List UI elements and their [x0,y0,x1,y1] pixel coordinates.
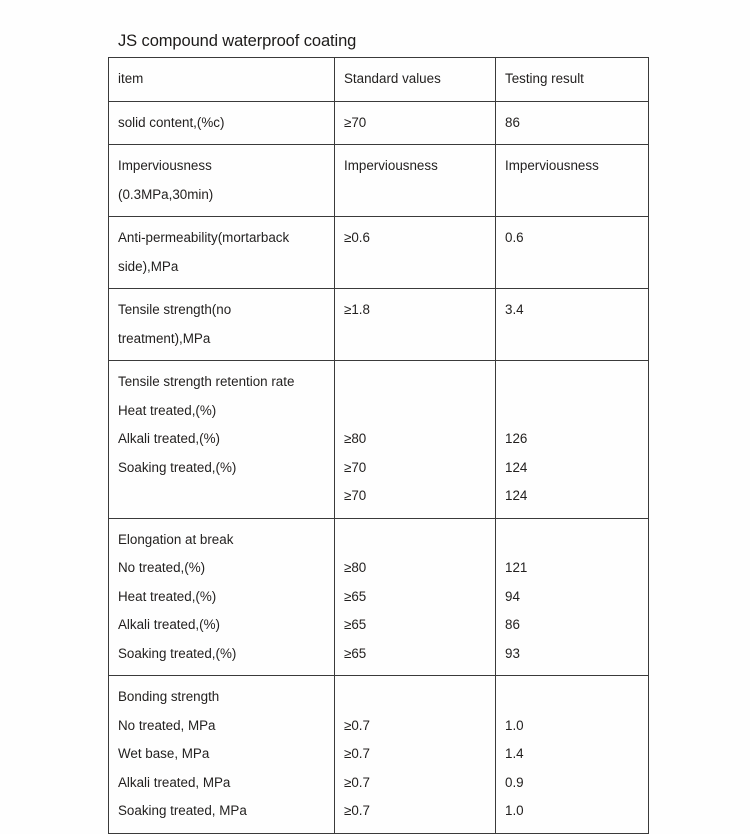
table-row [109,101,649,145]
cell-standard-bonding-strength [335,676,496,834]
standard-line: ≥65 [344,645,367,661]
item-label-line1: Tensile strength(no [118,302,232,317]
standard-line: ≥0.7 [344,717,370,733]
standard-line: ≥65 [344,617,367,632]
item-line: Wet base, MPa [118,746,210,761]
table-row [109,145,649,217]
standard-line: ≥0.7 [344,803,370,818]
result-line: 86 [505,617,520,632]
cell-result-retention-rate [496,361,649,519]
item-line: Heat treated,(%) [118,588,217,604]
header-cell-item [109,58,335,102]
result-line: 1.0 [505,717,524,733]
item-line: Elongation at break [118,531,234,547]
standard-line: ≥70 [344,459,367,475]
item-line: Soaking treated,(%) [118,459,237,475]
cell-standard-tensile-strength [335,289,496,361]
item-line: Soaking treated,(%) [118,645,237,661]
standard-line-empty [344,526,495,555]
cell-result-anti-permeability [496,217,649,289]
cell-item-imperviousness [109,145,335,217]
cell-result-tensile-strength [496,289,649,361]
item-label-line2: (0.3MPa,30min) [118,186,214,202]
result-line: 0.9 [505,774,524,790]
item-line-empty [118,482,334,511]
result-line: 1.4 [505,746,524,761]
result-line-list [496,519,648,676]
item-label-line1: Anti-permeability(mortarback [118,230,290,245]
cell-standard-retention-rate [335,361,496,519]
item-line: Soaking treated, MPa [118,803,247,818]
specification-table [108,57,649,834]
cell-result-solid-content [496,101,649,145]
result-line-empty [505,526,648,555]
standard-line: ≥80 [344,431,367,446]
item-label-line2: side),MPa [118,258,179,274]
header-item-label: item [118,71,144,86]
page-title: JS compound waterproof coating [118,32,357,50]
standard-line: ≥80 [344,560,367,575]
result-value: 86 [505,114,520,130]
result-value: 0.6 [505,230,524,245]
result-line: 121 [505,560,528,575]
standard-value: Imperviousness [344,158,438,173]
cell-item-retention-rate [109,361,335,519]
standard-value: ≥70 [344,114,367,130]
standard-line-empty [344,397,495,426]
cell-standard-anti-permeability [335,217,496,289]
result-line: 94 [505,588,520,604]
item-line-list [109,519,334,676]
table-block-row [109,676,649,834]
item-line: Heat treated,(%) [118,402,217,418]
item-line: No treated, MPa [118,717,216,733]
result-line: 1.0 [505,803,524,818]
item-line-list [109,361,334,518]
result-line-empty [505,683,648,712]
item-label-line1: Imperviousness [118,158,212,173]
result-line: 124 [505,459,528,475]
header-cell-result [496,58,649,102]
standard-value: ≥1.8 [344,302,370,317]
result-line: 124 [505,488,528,503]
cell-standard-imperviousness [335,145,496,217]
result-line: 126 [505,431,528,446]
cell-standard-elongation [335,518,496,676]
standard-line: ≥65 [344,588,367,604]
cell-item-tensile-strength [109,289,335,361]
standard-line: ≥0.7 [344,774,370,790]
item-line-list [109,676,334,833]
header-cell-standard [335,58,496,102]
cell-standard-solid-content [335,101,496,145]
standard-line: ≥0.7 [344,746,370,761]
table-block-row [109,518,649,676]
table-block-row [109,361,649,519]
item-line: Alkali treated, MPa [118,774,231,790]
cell-result-imperviousness [496,145,649,217]
standard-line-empty [344,683,495,712]
cell-item-bonding-strength [109,676,335,834]
item-line: Tensile strength retention rate [118,374,295,389]
result-value: 3.4 [505,302,524,317]
standard-line-list [335,519,495,676]
cell-result-elongation [496,518,649,676]
cell-item-solid-content [109,101,335,145]
header-standard-label: Standard values [344,71,441,86]
standard-value: ≥0.6 [344,230,370,245]
item-label: solid content,(%c) [118,114,225,130]
standard-line-empty [344,368,495,397]
table-header-row [109,58,649,102]
result-line: 93 [505,645,520,661]
result-line-list [496,361,648,518]
header-result-label: Testing result [505,71,584,86]
standard-line-list [335,676,495,833]
result-line-empty [505,397,648,426]
standard-line-list [335,361,495,518]
item-line: Alkali treated,(%) [118,617,220,632]
item-line: Alkali treated,(%) [118,431,220,446]
item-line: No treated,(%) [118,560,206,575]
standard-line: ≥70 [344,488,367,503]
table-row [109,289,649,361]
item-label-line2: treatment),MPa [118,330,211,346]
cell-item-anti-permeability [109,217,335,289]
result-line-empty [505,368,648,397]
item-line: Bonding strength [118,689,220,704]
result-value: Imperviousness [505,158,599,173]
result-line-list [496,676,648,833]
cell-result-bonding-strength [496,676,649,834]
cell-item-elongation [109,518,335,676]
table-row [109,217,649,289]
